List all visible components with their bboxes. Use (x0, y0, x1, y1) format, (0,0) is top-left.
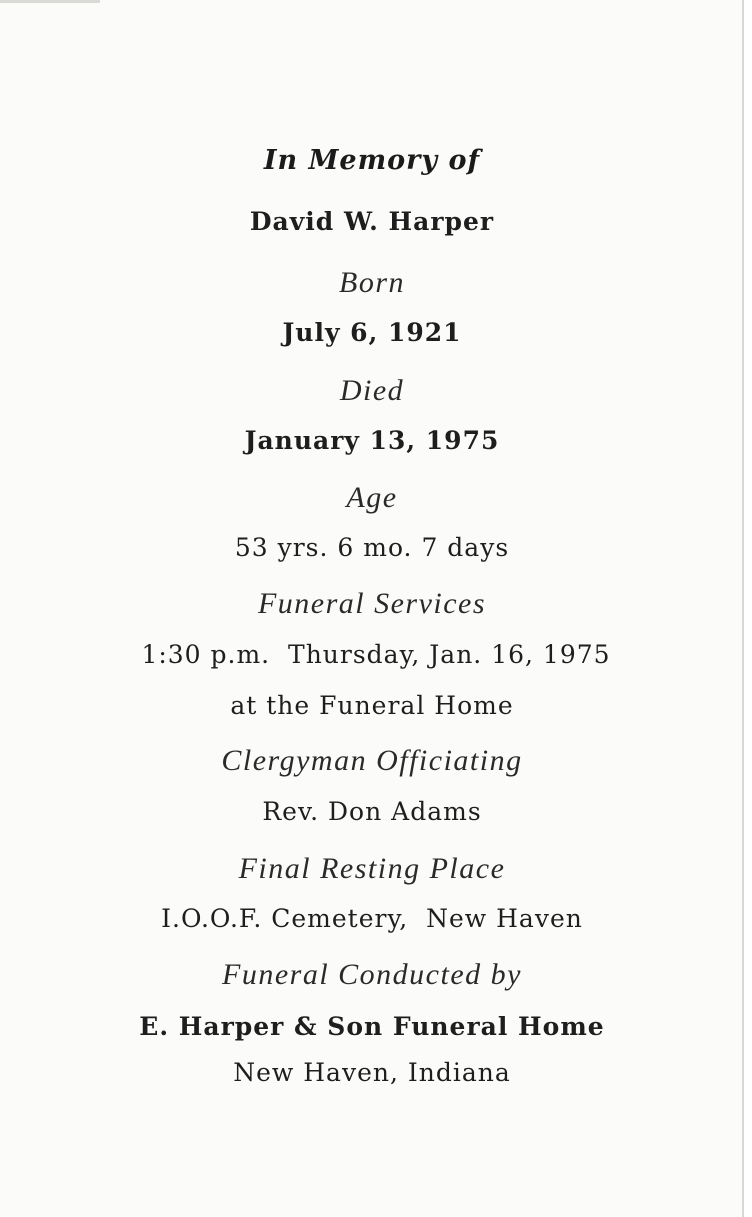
resting-place-label: Final Resting Place (238, 852, 506, 885)
services-time: 1:30 p.m. Thursday, Jan. 16, 1975 (141, 640, 611, 669)
scan-edge-mark (0, 0, 100, 3)
age-value: 53 yrs. 6 mo. 7 days (234, 533, 510, 562)
services-label: Funeral Services (257, 587, 487, 620)
deceased-name: David W. Harper (249, 207, 495, 236)
clergyman-name: Rev. Don Adams (262, 797, 482, 826)
died-date: January 13, 1975 (244, 426, 500, 455)
age-label: Age (346, 481, 398, 514)
died-label: Died (339, 374, 405, 407)
born-label: Born (339, 266, 405, 299)
card-title: In Memory of (263, 145, 481, 176)
funeral-home-location: New Haven, Indiana (233, 1058, 511, 1087)
conducted-by-label: Funeral Conducted by (222, 958, 522, 991)
funeral-home-name: E. Harper & Son Funeral Home (139, 1012, 605, 1041)
services-place: at the Funeral Home (230, 691, 514, 720)
born-date: July 6, 1921 (282, 318, 462, 347)
resting-place: I.O.O.F. Cemetery, New Haven (161, 904, 583, 933)
clergyman-label: Clergyman Officiating (221, 744, 523, 777)
